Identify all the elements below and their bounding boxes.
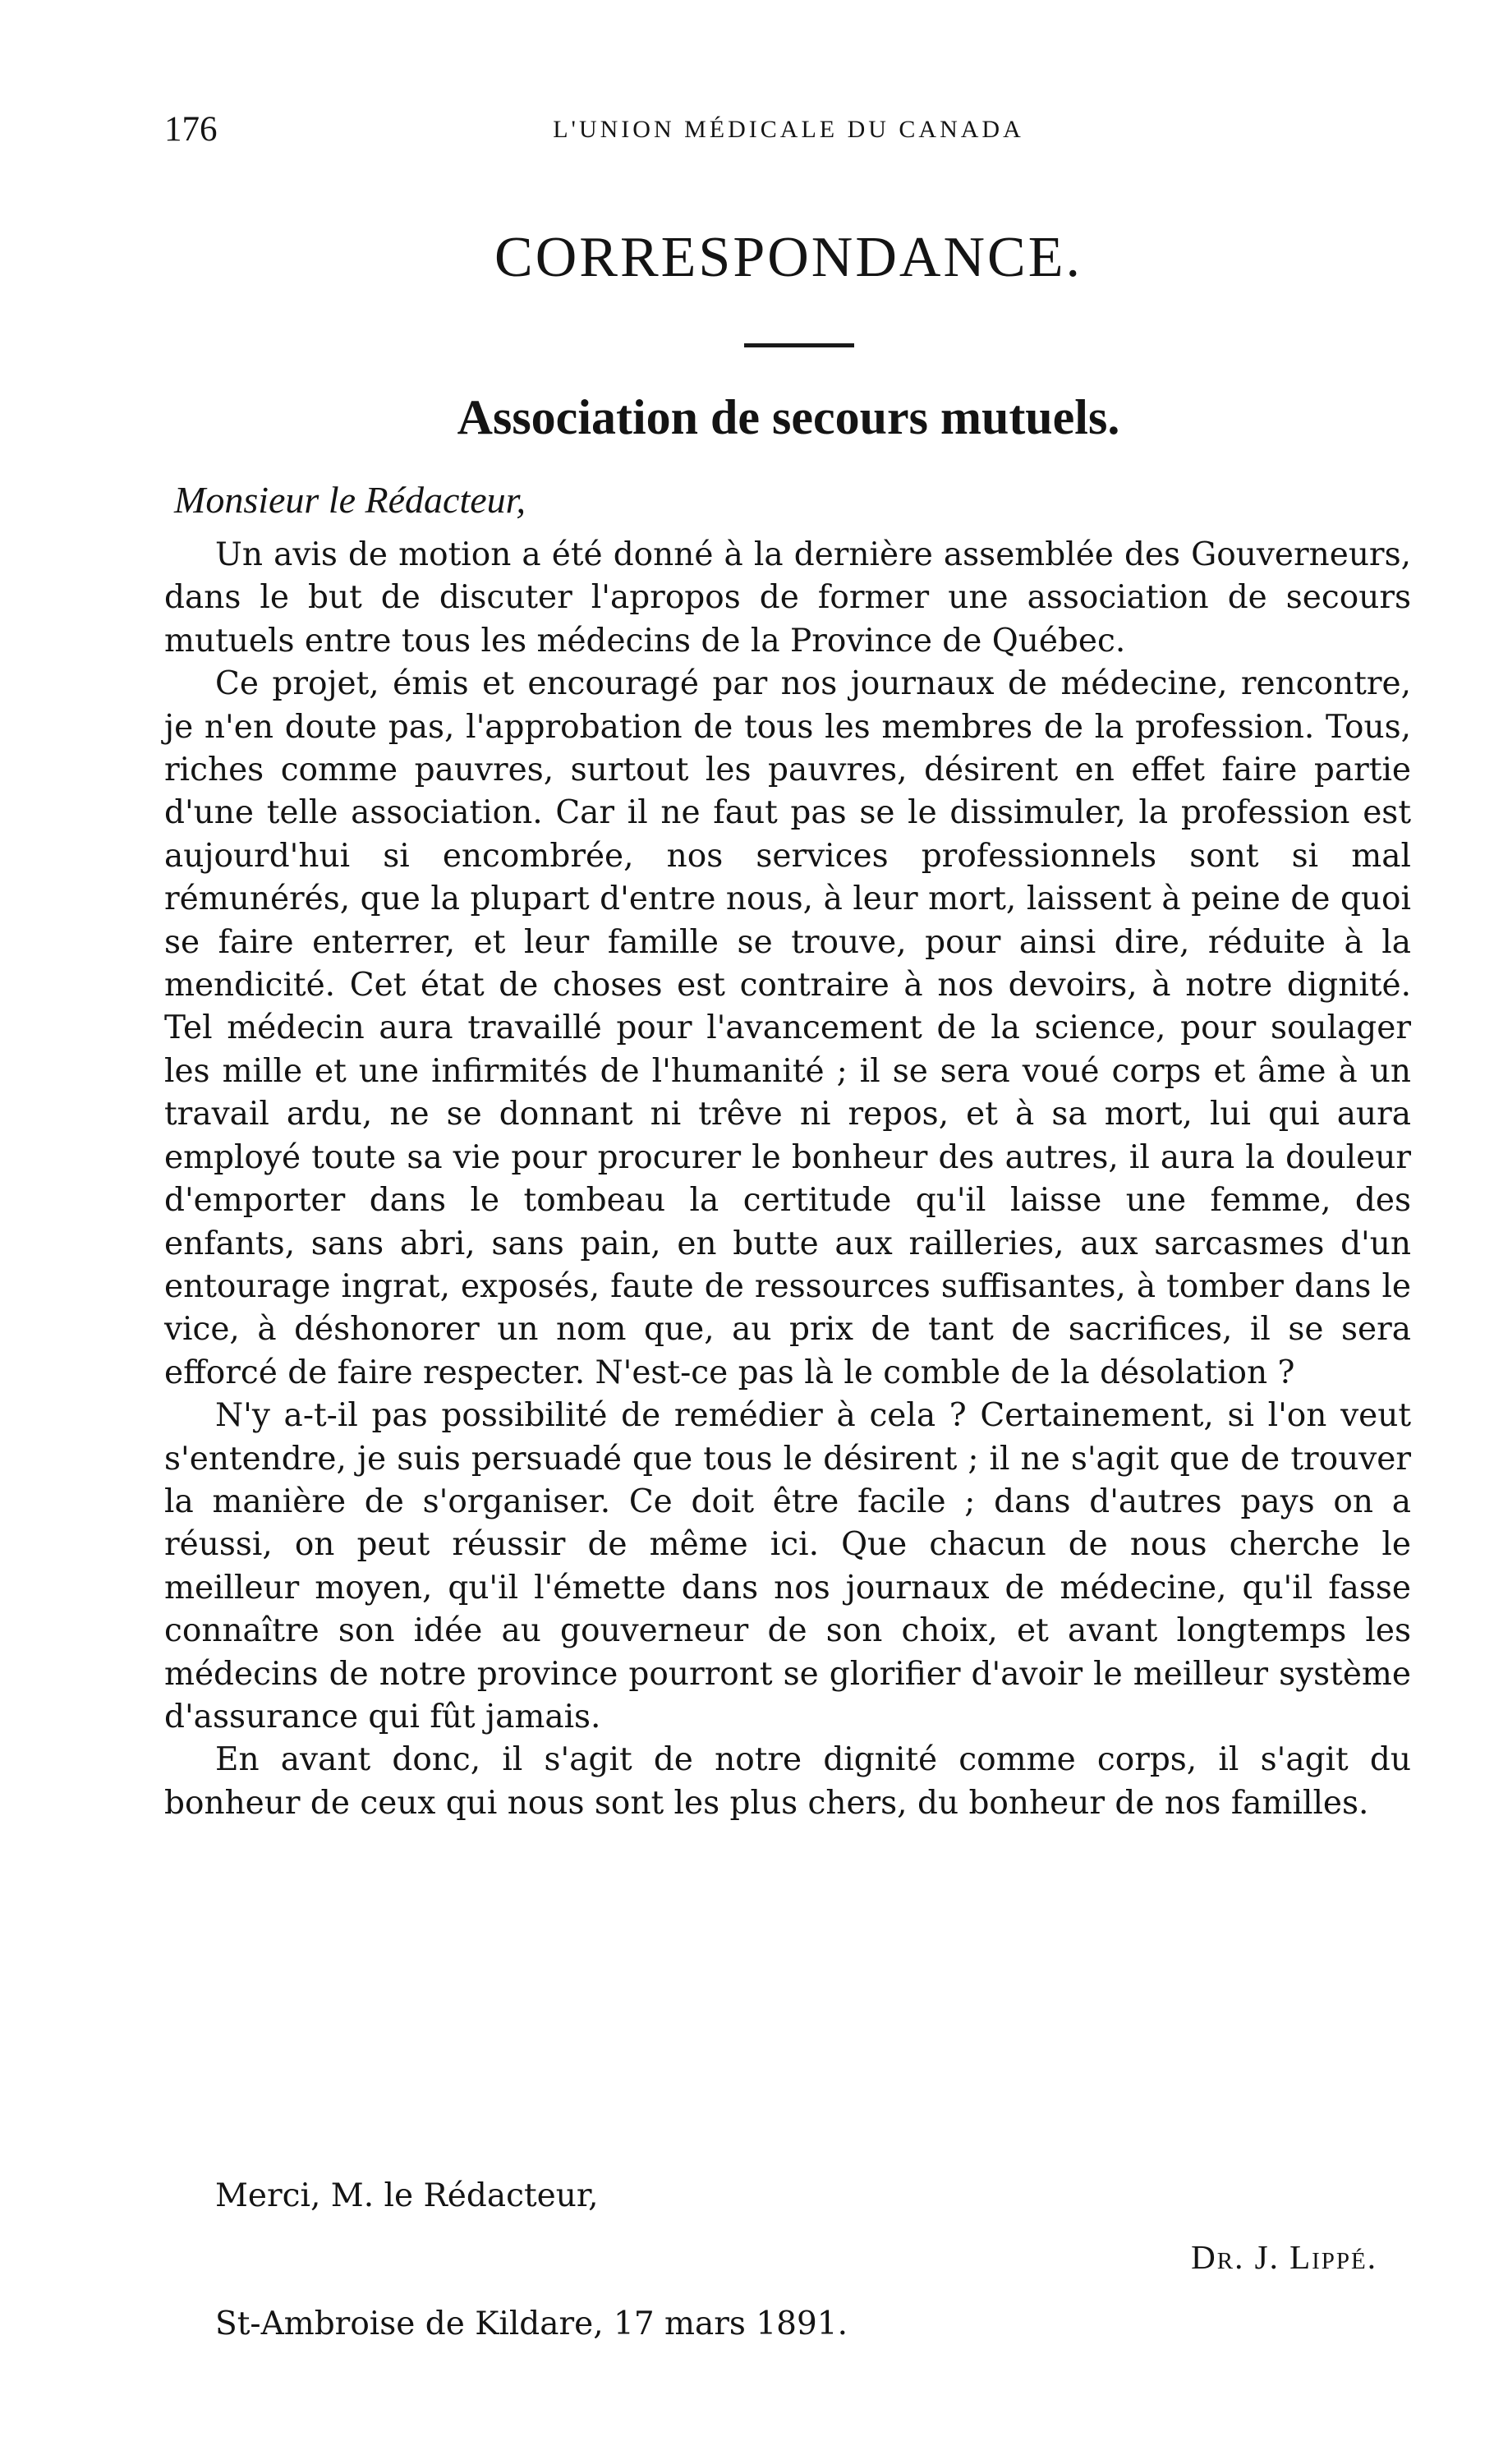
- paragraph-3: N'y a-t-il pas possibilité de remédier à cela ? Certainement, si l'on veut s'entendre, je suis persuadé que tous le désirent ; il ne s'agit que de trouver la manière de s'organiser. Ce doit être facile ; dans d'autres pays on a réussi, on peut réussir de même ici. Que chacun de nous cherche le meilleur moyen, qu'il l'émette dans nos journaux de médecine, qu'il fasse connaître son idée au gouverneur de son choix, et avant longtemps les médecins de notre province pourront se glorifier d'avoir le meilleur système d'assurance qui fût jamais.: [164, 1397, 1411, 1735]
- salutation: Monsieur le Rédacteur,: [174, 479, 526, 521]
- article-title: Association de secours mutuels.: [457, 390, 1120, 444]
- letter-body: [164, 534, 1411, 1825]
- section-title: CORRESPONDANCE.: [494, 226, 1083, 289]
- closing-line: Merci, M. le Rédacteur,: [215, 2177, 599, 2214]
- running-head: [164, 105, 1413, 154]
- signature: Dr. J. Lippé.: [1191, 2238, 1377, 2276]
- place-date: St-Ambroise de Kildare, 17 mars 1891.: [215, 2305, 848, 2342]
- journal-title: L'UNION MÉDICALE DU CANADA: [553, 116, 1024, 143]
- paragraph-1: Un avis de motion a été donné à la dernière assemblée des Gouverneurs, dans le but de discuter l'apropos de former une association de secours mutuels entre tous les médecins de la Province de Québec.: [164, 536, 1411, 660]
- title-rule: [744, 343, 854, 347]
- paragraph-4: En avant donc, il s'agit de notre dignité comme corps, il s'agit du bonheur de ceux qui nous sont les plus chers, du bonheur de nos familles.: [164, 1741, 1411, 1822]
- page-number: 176: [164, 110, 218, 149]
- paragraph-2: Ce projet, émis et encouragé par nos journaux de médecine, rencontre, je n'en doute pas, l'approbation de tous les membres de la profession. Tous, riches comme pauvres, surtout les pauvres, désirent en effet faire partie d'une telle association. Car il ne faut pas se le dissimuler, la profession est aujourd'hui si encombrée, nos services professionnels sont si mal rémunérés, que la plupart d'entre nous, à leur mort, laissent à peine de quoi se faire enterrer, et leur famille se trouve, pour ainsi dire, réduite à la mendicité. Cet état de choses est contraire à nos devoirs, à notre dignité. Tel médecin aura travaillé pour l'avancement de la science, pour soulager les mille et une infirmités de l'humanité ; il se sera voué corps et âme à un travail ardu, ne se donnant ni trêve ni repos, et à sa mort, lui qui aura employé toute sa vie pour procurer le bonheur des autres, il aura la douleur d'emporter dans le tombeau la certitude qu'il laisse une femme, des enfants, sans abri, sans pain, en butte aux railleries, aux sarcasmes d'un entourage ingrat, exposés, faute de ressources suffisantes, à tomber dans le vice, à déshonorer un nom que, au prix de tant de sacrifices, il se sera efforcé de faire respecter. N'est-ce pas là le comble de la désolation ?: [164, 665, 1411, 1391]
